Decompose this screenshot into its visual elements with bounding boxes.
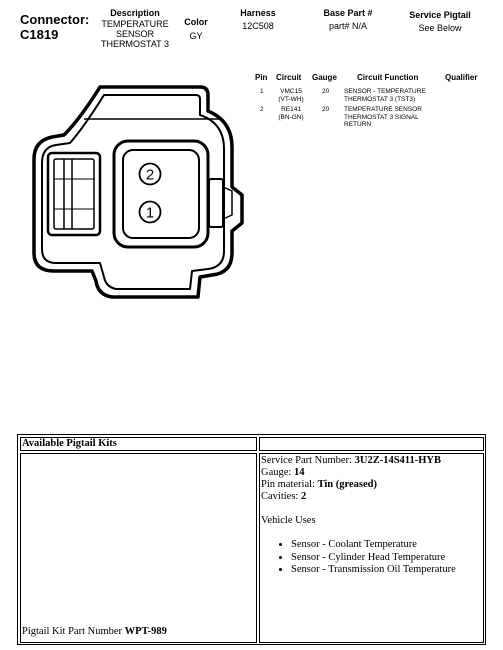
vehicle-uses-label: Vehicle Uses: [261, 515, 316, 526]
base-part-value: part# N/A: [328, 21, 368, 31]
pin-1-function: SENSOR - TEMPERATURE THERMOSTAT 3 (TST3): [344, 88, 426, 103]
pigtail-kit-cell: [20, 453, 257, 643]
base-part-label: Base Part #: [323, 8, 373, 18]
pin-2-circuit: RE141 (BN-GN): [278, 106, 304, 121]
gauge-line: Gauge: 14: [261, 467, 305, 478]
service-pigtail-value: See Below: [418, 23, 462, 33]
pin-2-gauge: 20: [322, 106, 330, 113]
circuit-function-header: Circuit Function: [357, 73, 419, 82]
pin-2-function: TEMPERATURE SENSOR THERMOSTAT 3 SIGNAL RETURN: [344, 106, 422, 128]
vehicle-uses-list: [261, 539, 482, 577]
pin-header: Pin: [255, 73, 268, 82]
connector-label: Connector:: [20, 12, 90, 27]
left-latch: [48, 153, 100, 235]
pigtail-details: [260, 454, 483, 578]
pin-2-number: 2: [260, 106, 264, 113]
connector-face-diagram: [20, 75, 250, 310]
qualifier-header: Qualifier: [445, 73, 478, 82]
cavities-line: Cavities: 2: [261, 491, 307, 502]
pigtail-kits-table: [17, 434, 486, 645]
right-latch-tab: [209, 179, 223, 227]
gauge-header: Gauge: [312, 73, 337, 82]
pin-1-gauge: 20: [322, 88, 330, 95]
description-label: Description: [110, 8, 160, 18]
cavity-block-outer: [114, 141, 208, 247]
description-value: TEMPERATURE SENSOR THERMOSTAT 3: [100, 19, 169, 49]
pigtail-title-cell: [20, 437, 257, 451]
housing-inner-outline: [42, 95, 224, 289]
pin-1-label: 1: [145, 204, 155, 222]
vehicle-use-item: • Sensor - Cylinder Head Temperature: [291, 552, 482, 565]
service-part-line: Service Part Number: 3U2Z-14S411-HYB: [261, 455, 441, 466]
pigtail-details-cell: [259, 453, 484, 643]
pigtail-kit-number: WPT-989: [124, 626, 167, 637]
connector-id: C1819: [20, 27, 59, 42]
vehicle-use-item: • Sensor - Coolant Temperature: [291, 539, 482, 552]
pin-1-number: 1: [260, 88, 264, 95]
pin-material-line: Pin material: Tin (greased): [261, 479, 377, 490]
pin-1-circuit: VMC15 (VT-WH): [278, 88, 304, 103]
pigtail-kit-number-line: Pigtail Kit Part Number WPT-989: [22, 626, 167, 637]
service-pigtail-label: Service Pigtail: [409, 10, 471, 20]
pigtail-title: Available Pigtail Kits: [22, 438, 117, 449]
vehicle-use-item: • Sensor - Transmission Oil Temperature: [291, 564, 482, 577]
pigtail-header-blank-cell: [259, 437, 484, 451]
color-value: GY: [189, 31, 203, 41]
cavity-block-inner: [123, 150, 199, 238]
pin-2-label: 2: [145, 166, 155, 184]
circuit-header: Circuit: [276, 73, 302, 82]
color-label: Color: [184, 17, 208, 27]
harness-value: 12C508: [242, 21, 274, 31]
harness-label: Harness: [240, 8, 276, 18]
